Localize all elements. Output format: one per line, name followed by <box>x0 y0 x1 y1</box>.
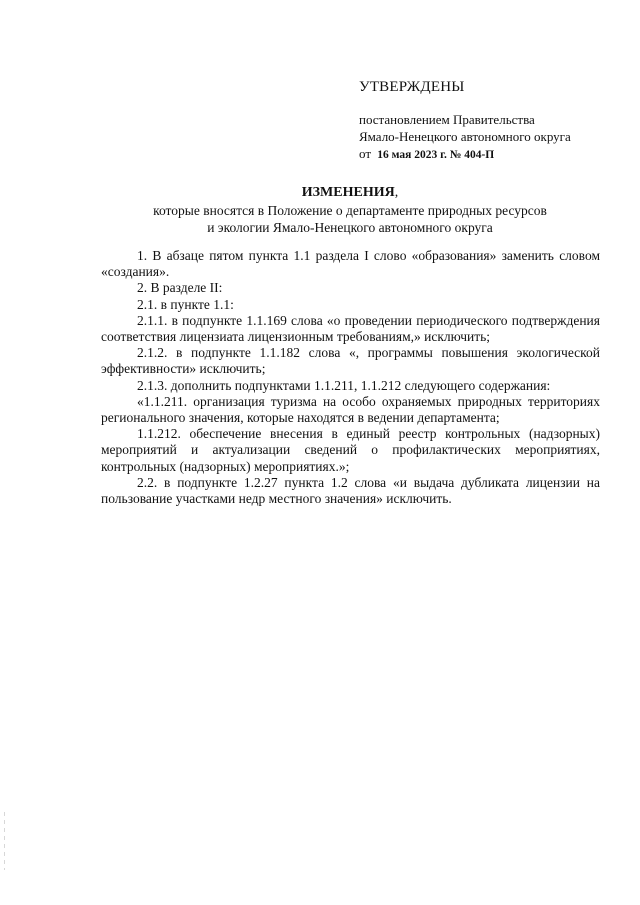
heading-subtitle-line-2: и экологии Ямало-Ненецкого автономного округа <box>207 220 493 235</box>
approved-title: УТВЕРЖДЕНЫ <box>359 79 465 95</box>
amendment-paragraph-7: «1.1.211. организация туризма на особо охраняемых природных территориях регионального значения, которые находятся в ведении департамента; <box>101 393 600 426</box>
heading-title: ИЗМЕНЕНИЯ <box>301 185 395 200</box>
amendment-paragraph-4: 2.1.1. в подпункте 1.1.169 слова «о проведении периодического подтверждения соответствия лицензиата лицензионным требованиям,» исключить; <box>101 312 600 345</box>
approval-date-value: 16 мая 2023 г. № 404-П <box>377 149 495 161</box>
scan-edge-artifact <box>4 812 5 870</box>
heading-title-line <box>100 184 600 202</box>
heading-title-suffix: , <box>394 185 399 200</box>
approval-date-line <box>359 145 624 164</box>
amendment-paragraph-1: 1. В абзаце пятом пункта 1.1 раздела I слово «образования» заменить словом «создания». <box>101 248 600 280</box>
heading-subtitle-line-1: которые вносятся в Положение о департаменте природных ресурсов <box>153 203 547 218</box>
approval-authority: постановлением Правительства <box>359 112 535 127</box>
amendment-paragraph-3: 2.1. в пункте 1.1: <box>137 296 234 312</box>
document-heading <box>100 184 600 236</box>
amendment-paragraph-5: 2.1.2. в подпункте 1.1.182 слова «, программы повышения экологической эффективности» исключить; <box>101 345 600 377</box>
amendment-paragraph-2: 2. В разделе II: <box>137 280 223 296</box>
amendments-body <box>101 248 600 507</box>
approval-block <box>359 78 624 164</box>
approval-date-prefix: от <box>359 146 372 161</box>
approval-region: Ямало-Ненецкого автономного округа <box>359 129 571 144</box>
amendment-paragraph-9: 2.2. в подпункте 1.2.27 пункта 1.2 слова «и выдача дубликата лицензии на пользование участками недр местного значения» исключить. <box>101 474 600 507</box>
amendment-paragraph-6: 2.1.3. дополнить подпунктами 1.1.211, 1.1.212 следующего содержания: <box>137 377 551 393</box>
amendment-paragraph-8: 1.1.212. обеспечение внесения в единый реестр контрольных (надзорных) мероприятий и актуализации сведений о профилактических мероприятиях, контрольных (надзорных) мероприятиях.»; <box>101 426 600 474</box>
